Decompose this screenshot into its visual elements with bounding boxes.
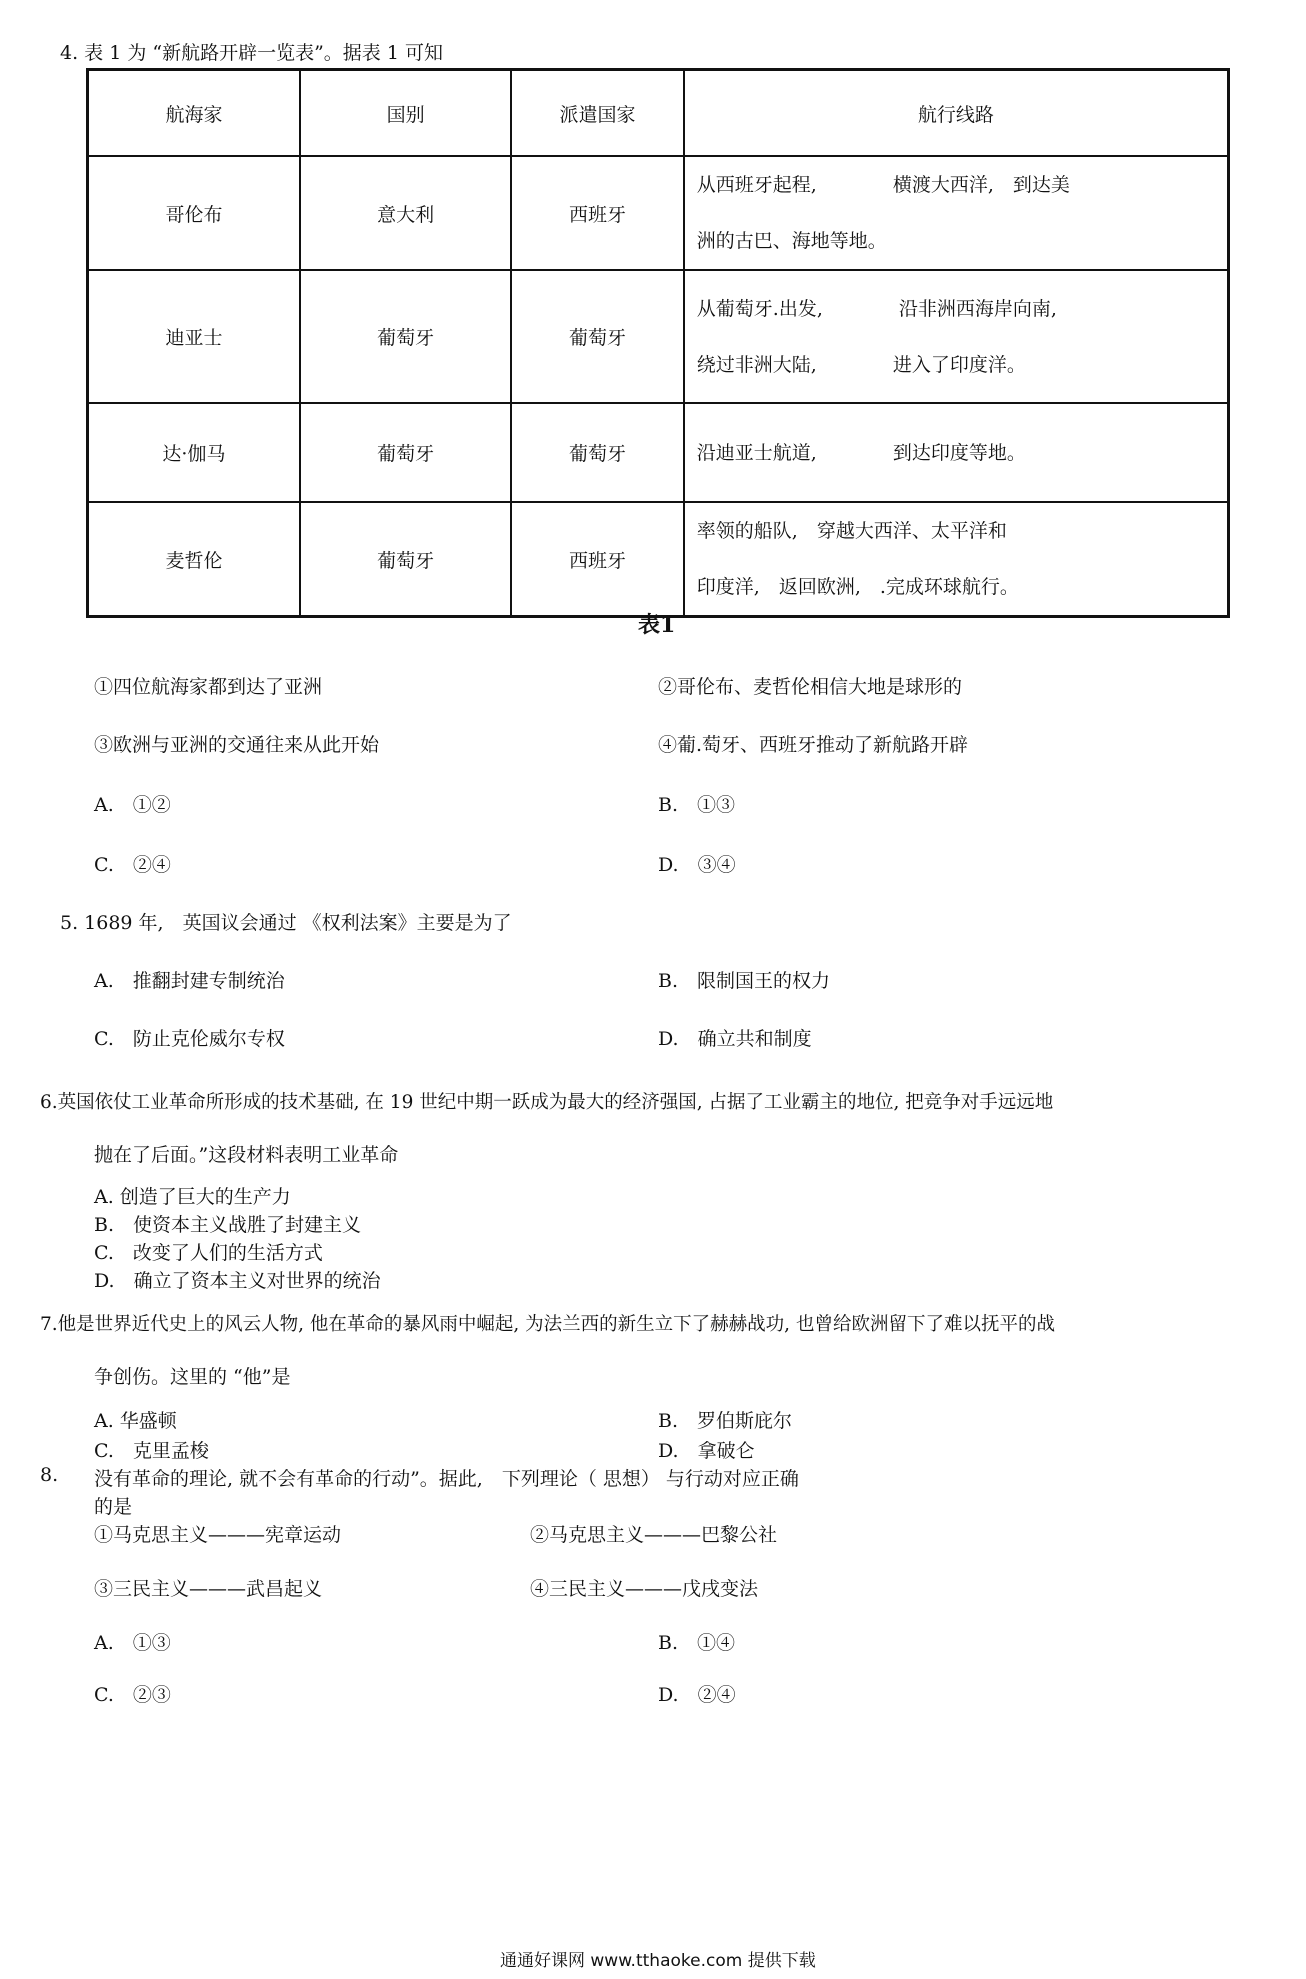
option-b: B. ①④ [658, 1632, 736, 1654]
option-d: D. ③④ [658, 854, 736, 876]
q7-stem-line1: 7.他是世界近代史上的风云人物, 他在革命的暴风雨中崛起, 为法兰西的新生立下了赫赫战功, 也曾给欧洲留下了难以抚平的战 [40, 1314, 1055, 1335]
option-c: C. 防止克伦威尔专权 [94, 1028, 285, 1050]
statement: ④葡.萄牙、西班牙推动了新航路开辟 [658, 734, 969, 756]
table-row [88, 403, 1229, 502]
route-line: 洲的古巴、海地等地。 [696, 230, 887, 252]
table-header: 派遣国家 [511, 70, 684, 157]
option-c: C. 克里孟梭 [94, 1440, 209, 1462]
q7-stem-line2: 争创伤。这里的 “他”是 [94, 1366, 291, 1388]
option-a: A. 创造了巨大的生产力 [94, 1186, 291, 1208]
table-cell: 葡萄牙 [300, 502, 511, 617]
table-cell: 达·伽马 [88, 403, 300, 502]
table-cell: 葡萄牙 [300, 270, 511, 403]
table-cell: 西班牙 [511, 502, 684, 617]
statement: ③欧洲与亚洲的交通往来从此开始 [94, 734, 380, 756]
option-c: C. ②③ [94, 1684, 171, 1706]
option-b: B. 使资本主义战胜了封建主义 [94, 1214, 362, 1236]
option-a: A. 华盛顿 [94, 1410, 177, 1432]
option-a: A. ①② [94, 794, 171, 816]
option-c: C. ②④ [94, 854, 171, 876]
route-cell [684, 502, 1229, 617]
table-cell: 迪亚士 [88, 270, 300, 403]
option-b: B. 罗伯斯庇尔 [658, 1410, 793, 1432]
route-line: 从葡萄牙.出发, 沿非洲西海岸向南, [696, 297, 1057, 320]
option-b: B. 限制国王的权力 [658, 970, 831, 992]
route-line: 率领的船队, 穿越大西洋、太平洋和 [696, 520, 1007, 542]
statement: ③三民主义———武昌起义 [94, 1578, 323, 1600]
route-line: 从西班牙起程, 横渡大西洋, 到达美 [696, 174, 1070, 196]
option-d: D. 确立了资本主义对世界的统治 [94, 1270, 381, 1292]
table-cell: 意大利 [300, 156, 511, 270]
table-header: 航行线路 [684, 70, 1229, 157]
statement: ①四位航海家都到达了亚洲 [94, 676, 323, 698]
q8-number: 8. [40, 1464, 59, 1486]
option-d: D. 拿破仑 [658, 1440, 755, 1462]
option-c: C. 改变了人们的生活方式 [94, 1242, 323, 1264]
table-cell: 葡萄牙 [300, 403, 511, 502]
table-cell: 西班牙 [511, 156, 684, 270]
option-a: A. ①③ [94, 1632, 171, 1654]
option-b: B. ①③ [658, 794, 736, 816]
table-row [88, 156, 1229, 270]
route-cell [684, 403, 1229, 502]
table-row [88, 502, 1229, 617]
statement: ④三民主义———戊戌变法 [530, 1578, 759, 1600]
table-cell: 葡萄牙 [511, 270, 684, 403]
option-d: D. 确立共和制度 [658, 1028, 812, 1050]
q6-stem-line2: 抛在了后面。”这段材料表明工业革命 [94, 1144, 399, 1166]
q8-stem-line2: 的是 [94, 1496, 133, 1518]
route-line: 印度洋, 返回欧洲, .完成环球航行。 [696, 576, 1019, 598]
footer-text: 通通好课网 www.tthaoke.com 提供下载 [500, 1951, 816, 1971]
statement: ①马克思主义———宪章运动 [94, 1524, 342, 1546]
table-cell: 哥伦布 [88, 156, 300, 270]
statement: ②马克思主义———巴黎公社 [530, 1524, 778, 1546]
table-header: 国别 [300, 70, 511, 157]
q4-stem: 4. 表 1 为 “新航路开辟一览表”。据表 1 可知 [60, 42, 443, 64]
table-caption: 表1 [638, 612, 676, 638]
option-d: D. ②④ [658, 1684, 736, 1706]
route-cell [684, 156, 1229, 270]
route-line: 绕过非洲大陆, 进入了印度洋。 [696, 353, 1026, 376]
statement: ②哥伦布、麦哲伦相信大地是球形的 [658, 676, 963, 698]
table-cell: 葡萄牙 [511, 403, 684, 502]
q6-stem-line1: 6.英国依仗工业革命所形成的技术基础, 在 19 世纪中期一跃成为最大的经济强国, 占据了工业霸主的地位, 把竞争对手远远地 [40, 1092, 1054, 1113]
option-a: A. 推翻封建专制统治 [94, 970, 285, 992]
route-cell [684, 270, 1229, 403]
q8-stem-line1: 没有革命的理论, 就不会有革命的行动”。据此, 下列理论（ 思想） 与行动对应正确 [94, 1468, 799, 1490]
table-header: 航海家 [88, 70, 300, 157]
table-cell: 麦哲伦 [88, 502, 300, 617]
table-header-row [88, 70, 1229, 157]
route-line: 沿迪亚士航道, 到达印度等地。 [696, 441, 1026, 464]
table-row [88, 270, 1229, 403]
q5-stem: 5. 1689 年, 英国议会通过 《权利法案》主要是为了 [60, 912, 512, 934]
voyage-table [86, 68, 1230, 618]
